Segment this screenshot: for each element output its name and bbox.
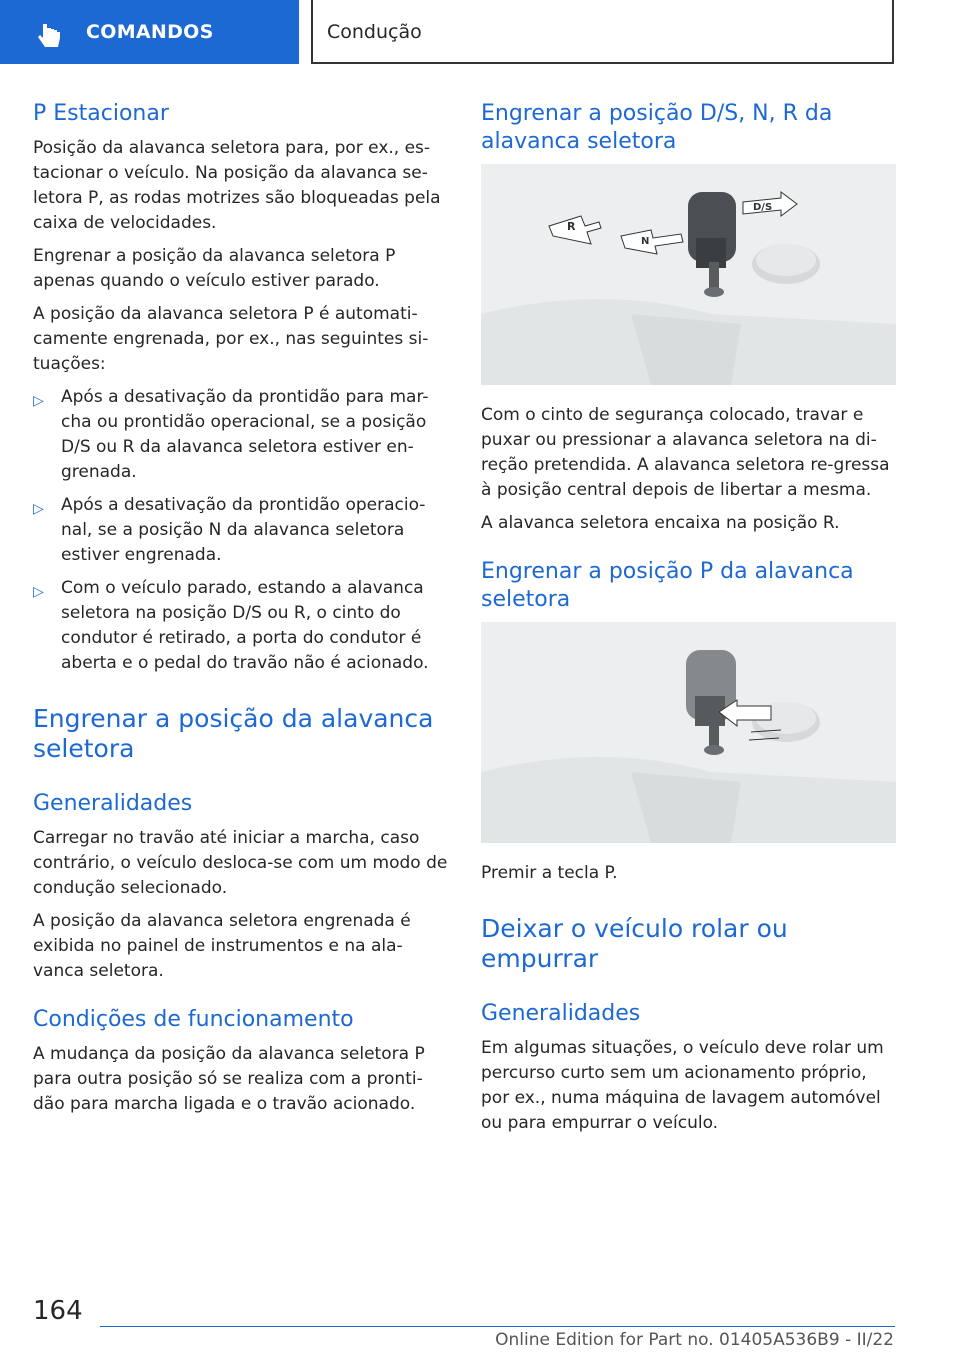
hand-pointer-icon <box>36 20 66 50</box>
paragraph: Com o cinto de segurança colocado, travar e puxar ou pressionar a alavanca seletora na di-reção pretendida. A alavanca seletora re-gressa à posição central depois de libertar a mesma. <box>481 405 890 500</box>
paragraph: Engrenar a posição da alavanca seletora P apenas quando o veículo estiver parado. <box>33 246 396 291</box>
paragraph: Posição da alavanca seletora para, por ex., es-tacionar o veículo. Na posição da alavanca se-letora P, as rodas motrizes são bloqueadas pela caixa de velocidades. <box>33 138 441 233</box>
paragraph: A posição da alavanca seletora engrenada é exibida no painel de instrumentos e na ala-vanca seletora. <box>33 911 411 981</box>
condicoes-heading: Condições de funcionamento <box>33 1007 354 1032</box>
list-item-text: Após a desativação da prontidão operacio-nal, se a posição N da alavanca seletora estiver engrenada. <box>61 495 426 565</box>
figure-label-r: R <box>567 220 576 233</box>
chapter-tab[interactable] <box>0 0 299 64</box>
right-column <box>481 100 896 1144</box>
paragraph: Em algumas situações, o veículo deve rolar um percurso curto sem um acionamento próprio, por ex., numa máquina de lavagem automóvel ou para empurrar o veículo. <box>481 1038 884 1133</box>
generalidades2-heading: Generalidades <box>481 1001 641 1026</box>
paragraph: Premir a tecla P. <box>481 863 618 883</box>
list-item <box>33 385 448 485</box>
rolar-heading: Deixar o veículo rolar ou empurrar <box>481 914 788 973</box>
p-heading: Engrenar a posição P da alavanca seletora <box>481 559 854 612</box>
triangle-bullet-icon: ▷ <box>33 501 44 517</box>
figure-label-n: N <box>641 236 650 247</box>
paragraph: A mudança da posição da alavanca seletora P para outra posição só se realiza com a pronti-dão para marcha ligada e o travão acionado. <box>33 1044 425 1114</box>
left-column <box>33 100 448 1125</box>
engrenar-heading: Engrenar a posição da alavanca seletora <box>33 704 434 763</box>
page-number: 164 <box>33 1296 83 1326</box>
p-estacionar-heading: P Estacionar <box>33 101 169 126</box>
list-item-text: Após a desativação da prontidão para mar-cha ou prontidão operacional, se a posição D/S ou R da alavanca seletora estiver en-grenada. <box>61 387 429 482</box>
list-item <box>33 576 448 676</box>
figure-label-ds: D/S <box>753 202 773 213</box>
triangle-bullet-icon: ▷ <box>33 393 44 409</box>
section-header <box>311 0 894 64</box>
triangle-bullet-icon: ▷ <box>33 584 44 600</box>
dsnr-heading: Engrenar a posição D/S, N, R da alavanca seletora <box>481 101 833 154</box>
paragraph: A posição da alavanca seletora P é automati-camente engrenada, por ex., nas seguintes si-tuações: <box>33 304 429 374</box>
gear-selector-dsnr-illustration <box>481 164 896 385</box>
generalidades-heading: Generalidades <box>33 791 193 816</box>
section-title: Condução <box>327 21 422 43</box>
paragraph: A alavanca seletora encaixa na posição R. <box>481 513 840 533</box>
footer-divider <box>100 1326 895 1327</box>
list-item-text: Com o veículo parado, estando a alavanca seletora na posição D/S ou R, o cinto do condutor é retirado, a porta do condutor é aberta e o pedal do travão não é acionado. <box>61 578 429 673</box>
gear-selector-p-illustration <box>481 622 896 843</box>
bullet-list <box>33 385 448 676</box>
list-item <box>33 493 448 568</box>
chapter-tab-label: COMANDOS <box>86 21 214 43</box>
paragraph: Carregar no travão até iniciar a marcha, caso contrário, o veículo desloca-se com um modo de condução selecionado. <box>33 828 448 898</box>
edition-text: Online Edition for Part no. 01405A536B9 - II/22 <box>495 1330 894 1350</box>
